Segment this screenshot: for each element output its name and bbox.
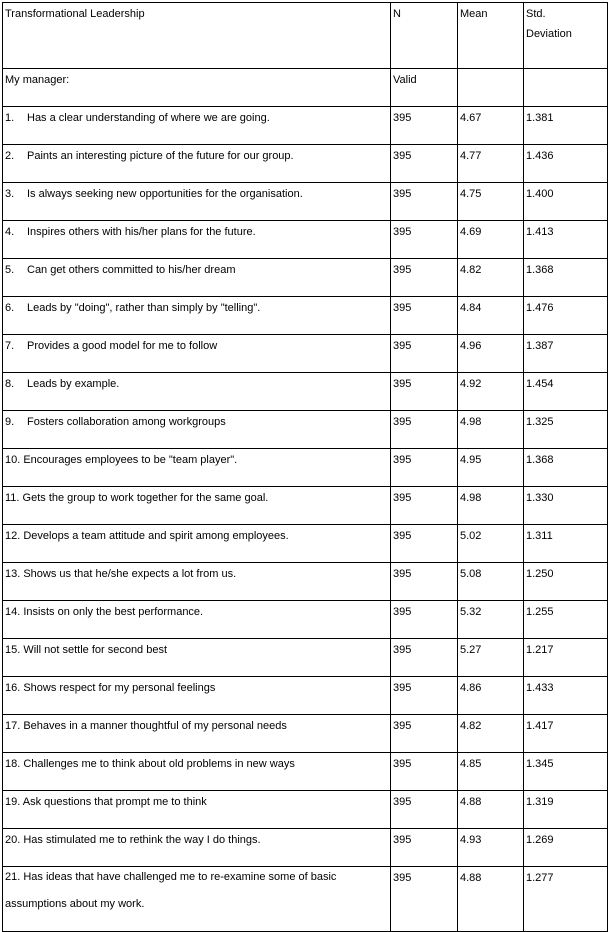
item-cell bbox=[3, 145, 391, 183]
subheader-sd-empty bbox=[524, 69, 608, 107]
subheader-mean-empty bbox=[458, 69, 524, 107]
subheader-label: My manager: bbox=[3, 69, 391, 107]
mean-cell: 4.75 bbox=[458, 183, 524, 221]
item-cell bbox=[3, 373, 391, 411]
item-text: 17. Behaves in a manner thoughtful of my personal needs bbox=[5, 720, 287, 732]
item-number: 8. bbox=[5, 378, 15, 390]
header-std-deviation bbox=[524, 3, 608, 69]
item-cell bbox=[3, 487, 391, 525]
table-row bbox=[3, 867, 608, 932]
std-deviation-cell: 1.330 bbox=[524, 487, 608, 525]
item-text: Has a clear understanding of where we are going. bbox=[27, 112, 270, 124]
subheader-row bbox=[3, 69, 608, 107]
table-row bbox=[3, 639, 608, 677]
n-cell: 395 bbox=[391, 753, 458, 791]
n-cell: 395 bbox=[391, 411, 458, 449]
std-deviation-cell: 1.368 bbox=[524, 259, 608, 297]
header-n: N bbox=[391, 3, 458, 69]
mean-cell: 4.86 bbox=[458, 677, 524, 715]
item-cell bbox=[3, 601, 391, 639]
item-cell bbox=[3, 525, 391, 563]
header-title: Transformational Leadership bbox=[3, 3, 391, 69]
n-cell: 395 bbox=[391, 449, 458, 487]
subheader-n: Valid bbox=[391, 69, 458, 107]
item-number: 7. bbox=[5, 340, 15, 352]
item-text: 16. Shows respect for my personal feelings bbox=[5, 682, 216, 694]
mean-cell: 5.08 bbox=[458, 563, 524, 601]
n-cell: 395 bbox=[391, 525, 458, 563]
table-row bbox=[3, 563, 608, 601]
item-cell bbox=[3, 563, 391, 601]
item-text: Is always seeking new opportunities for the organisation. bbox=[27, 188, 303, 200]
item-cell bbox=[3, 791, 391, 829]
n-cell: 395 bbox=[391, 373, 458, 411]
item-text: Can get others committed to his/her dream bbox=[27, 264, 236, 276]
item-cell bbox=[3, 221, 391, 259]
std-deviation-cell: 1.413 bbox=[524, 221, 608, 259]
item-number: 2. bbox=[5, 150, 15, 162]
item-text: Leads by example. bbox=[27, 378, 120, 390]
table-row bbox=[3, 525, 608, 563]
std-deviation-cell: 1.387 bbox=[524, 335, 608, 373]
table-row bbox=[3, 259, 608, 297]
mean-cell: 4.93 bbox=[458, 829, 524, 867]
item-text: Paints an interesting picture of the future for our group. bbox=[27, 150, 294, 162]
table-row bbox=[3, 829, 608, 867]
std-deviation-cell: 1.381 bbox=[524, 107, 608, 145]
item-text: 14. Insists on only the best performance. bbox=[5, 606, 204, 618]
item-cell bbox=[3, 259, 391, 297]
header-mean: Mean bbox=[458, 3, 524, 69]
std-deviation-cell: 1.250 bbox=[524, 563, 608, 601]
std-deviation-cell: 1.454 bbox=[524, 373, 608, 411]
item-cell bbox=[3, 715, 391, 753]
item-number: 1. bbox=[5, 112, 15, 124]
table-row bbox=[3, 449, 608, 487]
mean-cell: 5.32 bbox=[458, 601, 524, 639]
std-deviation-cell: 1.433 bbox=[524, 677, 608, 715]
n-cell: 395 bbox=[391, 221, 458, 259]
n-cell: 395 bbox=[391, 335, 458, 373]
item-cell bbox=[3, 677, 391, 715]
header-row bbox=[3, 3, 608, 69]
std-deviation-cell: 1.476 bbox=[524, 297, 608, 335]
mean-cell: 4.82 bbox=[458, 259, 524, 297]
item-text: 20. Has stimulated me to rethink the way I do things. bbox=[5, 834, 261, 846]
n-cell: 395 bbox=[391, 297, 458, 335]
n-cell: 395 bbox=[391, 145, 458, 183]
n-cell: 395 bbox=[391, 487, 458, 525]
std-deviation-cell: 1.436 bbox=[524, 145, 608, 183]
table-row bbox=[3, 715, 608, 753]
std-deviation-cell: 1.217 bbox=[524, 639, 608, 677]
mean-cell: 4.88 bbox=[458, 867, 524, 932]
n-cell: 395 bbox=[391, 563, 458, 601]
std-deviation-cell: 1.400 bbox=[524, 183, 608, 221]
mean-cell: 4.88 bbox=[458, 791, 524, 829]
item-text: 13. Shows us that he/she expects a lot from us. bbox=[5, 568, 237, 580]
statistics-table bbox=[2, 2, 608, 932]
mean-cell: 4.98 bbox=[458, 487, 524, 525]
n-cell: 395 bbox=[391, 601, 458, 639]
table-row bbox=[3, 297, 608, 335]
mean-cell: 5.02 bbox=[458, 525, 524, 563]
table-row bbox=[3, 373, 608, 411]
item-text: Leads by "doing", rather than simply by "telling". bbox=[27, 302, 261, 314]
header-std-line1: Std. bbox=[526, 8, 546, 20]
item-cell bbox=[3, 449, 391, 487]
table-row bbox=[3, 411, 608, 449]
item-text: 21. Has ideas that have challenged me to re-examine some of basic assumptions about my work. bbox=[5, 871, 337, 910]
mean-cell: 4.96 bbox=[458, 335, 524, 373]
item-cell bbox=[3, 639, 391, 677]
std-deviation-cell: 1.368 bbox=[524, 449, 608, 487]
n-cell: 395 bbox=[391, 829, 458, 867]
item-text: 11. Gets the group to work together for the same goal. bbox=[5, 492, 269, 504]
item-text: Provides a good model for me to follow bbox=[27, 340, 218, 352]
n-cell: 395 bbox=[391, 867, 458, 932]
std-deviation-cell: 1.311 bbox=[524, 525, 608, 563]
table-row bbox=[3, 601, 608, 639]
statistics-table-body bbox=[3, 3, 608, 932]
item-cell bbox=[3, 297, 391, 335]
table-row bbox=[3, 183, 608, 221]
mean-cell: 4.82 bbox=[458, 715, 524, 753]
table-row bbox=[3, 145, 608, 183]
mean-cell: 4.98 bbox=[458, 411, 524, 449]
table-row bbox=[3, 791, 608, 829]
item-number: 6. bbox=[5, 302, 15, 314]
item-text: Fosters collaboration among workgroups bbox=[27, 416, 226, 428]
n-cell: 395 bbox=[391, 259, 458, 297]
item-text: 19. Ask questions that prompt me to think bbox=[5, 796, 207, 808]
table-row bbox=[3, 221, 608, 259]
table-row bbox=[3, 487, 608, 525]
item-number: 3. bbox=[5, 188, 15, 200]
std-deviation-cell: 1.255 bbox=[524, 601, 608, 639]
item-cell bbox=[3, 335, 391, 373]
item-cell bbox=[3, 183, 391, 221]
table-row bbox=[3, 107, 608, 145]
mean-cell: 4.92 bbox=[458, 373, 524, 411]
item-cell bbox=[3, 753, 391, 791]
item-cell bbox=[3, 107, 391, 145]
item-text: Inspires others with his/her plans for the future. bbox=[27, 226, 256, 238]
item-number: 5. bbox=[5, 264, 15, 276]
item-text: 18. Challenges me to think about old problems in new ways bbox=[5, 758, 295, 770]
mean-cell: 4.95 bbox=[458, 449, 524, 487]
item-text: 15. Will not settle for second best bbox=[5, 644, 168, 656]
std-deviation-cell: 1.417 bbox=[524, 715, 608, 753]
header-std-line2: Deviation bbox=[526, 28, 572, 40]
table-row bbox=[3, 335, 608, 373]
mean-cell: 4.77 bbox=[458, 145, 524, 183]
item-cell bbox=[3, 867, 391, 932]
mean-cell: 4.84 bbox=[458, 297, 524, 335]
table-row bbox=[3, 677, 608, 715]
std-deviation-cell: 1.319 bbox=[524, 791, 608, 829]
item-cell bbox=[3, 829, 391, 867]
mean-cell: 4.85 bbox=[458, 753, 524, 791]
n-cell: 395 bbox=[391, 183, 458, 221]
item-cell bbox=[3, 411, 391, 449]
n-cell: 395 bbox=[391, 715, 458, 753]
std-deviation-cell: 1.325 bbox=[524, 411, 608, 449]
item-text: 12. Develops a team attitude and spirit among employees. bbox=[5, 530, 289, 542]
n-cell: 395 bbox=[391, 107, 458, 145]
mean-cell: 4.67 bbox=[458, 107, 524, 145]
table-row bbox=[3, 753, 608, 791]
mean-cell: 4.69 bbox=[458, 221, 524, 259]
n-cell: 395 bbox=[391, 677, 458, 715]
std-deviation-cell: 1.277 bbox=[524, 867, 608, 932]
std-deviation-cell: 1.345 bbox=[524, 753, 608, 791]
n-cell: 395 bbox=[391, 791, 458, 829]
item-text: 10. Encourages employees to be "team player". bbox=[5, 454, 238, 466]
std-deviation-cell: 1.269 bbox=[524, 829, 608, 867]
item-number: 9. bbox=[5, 416, 15, 428]
item-number: 4. bbox=[5, 226, 15, 238]
n-cell: 395 bbox=[391, 639, 458, 677]
mean-cell: 5.27 bbox=[458, 639, 524, 677]
